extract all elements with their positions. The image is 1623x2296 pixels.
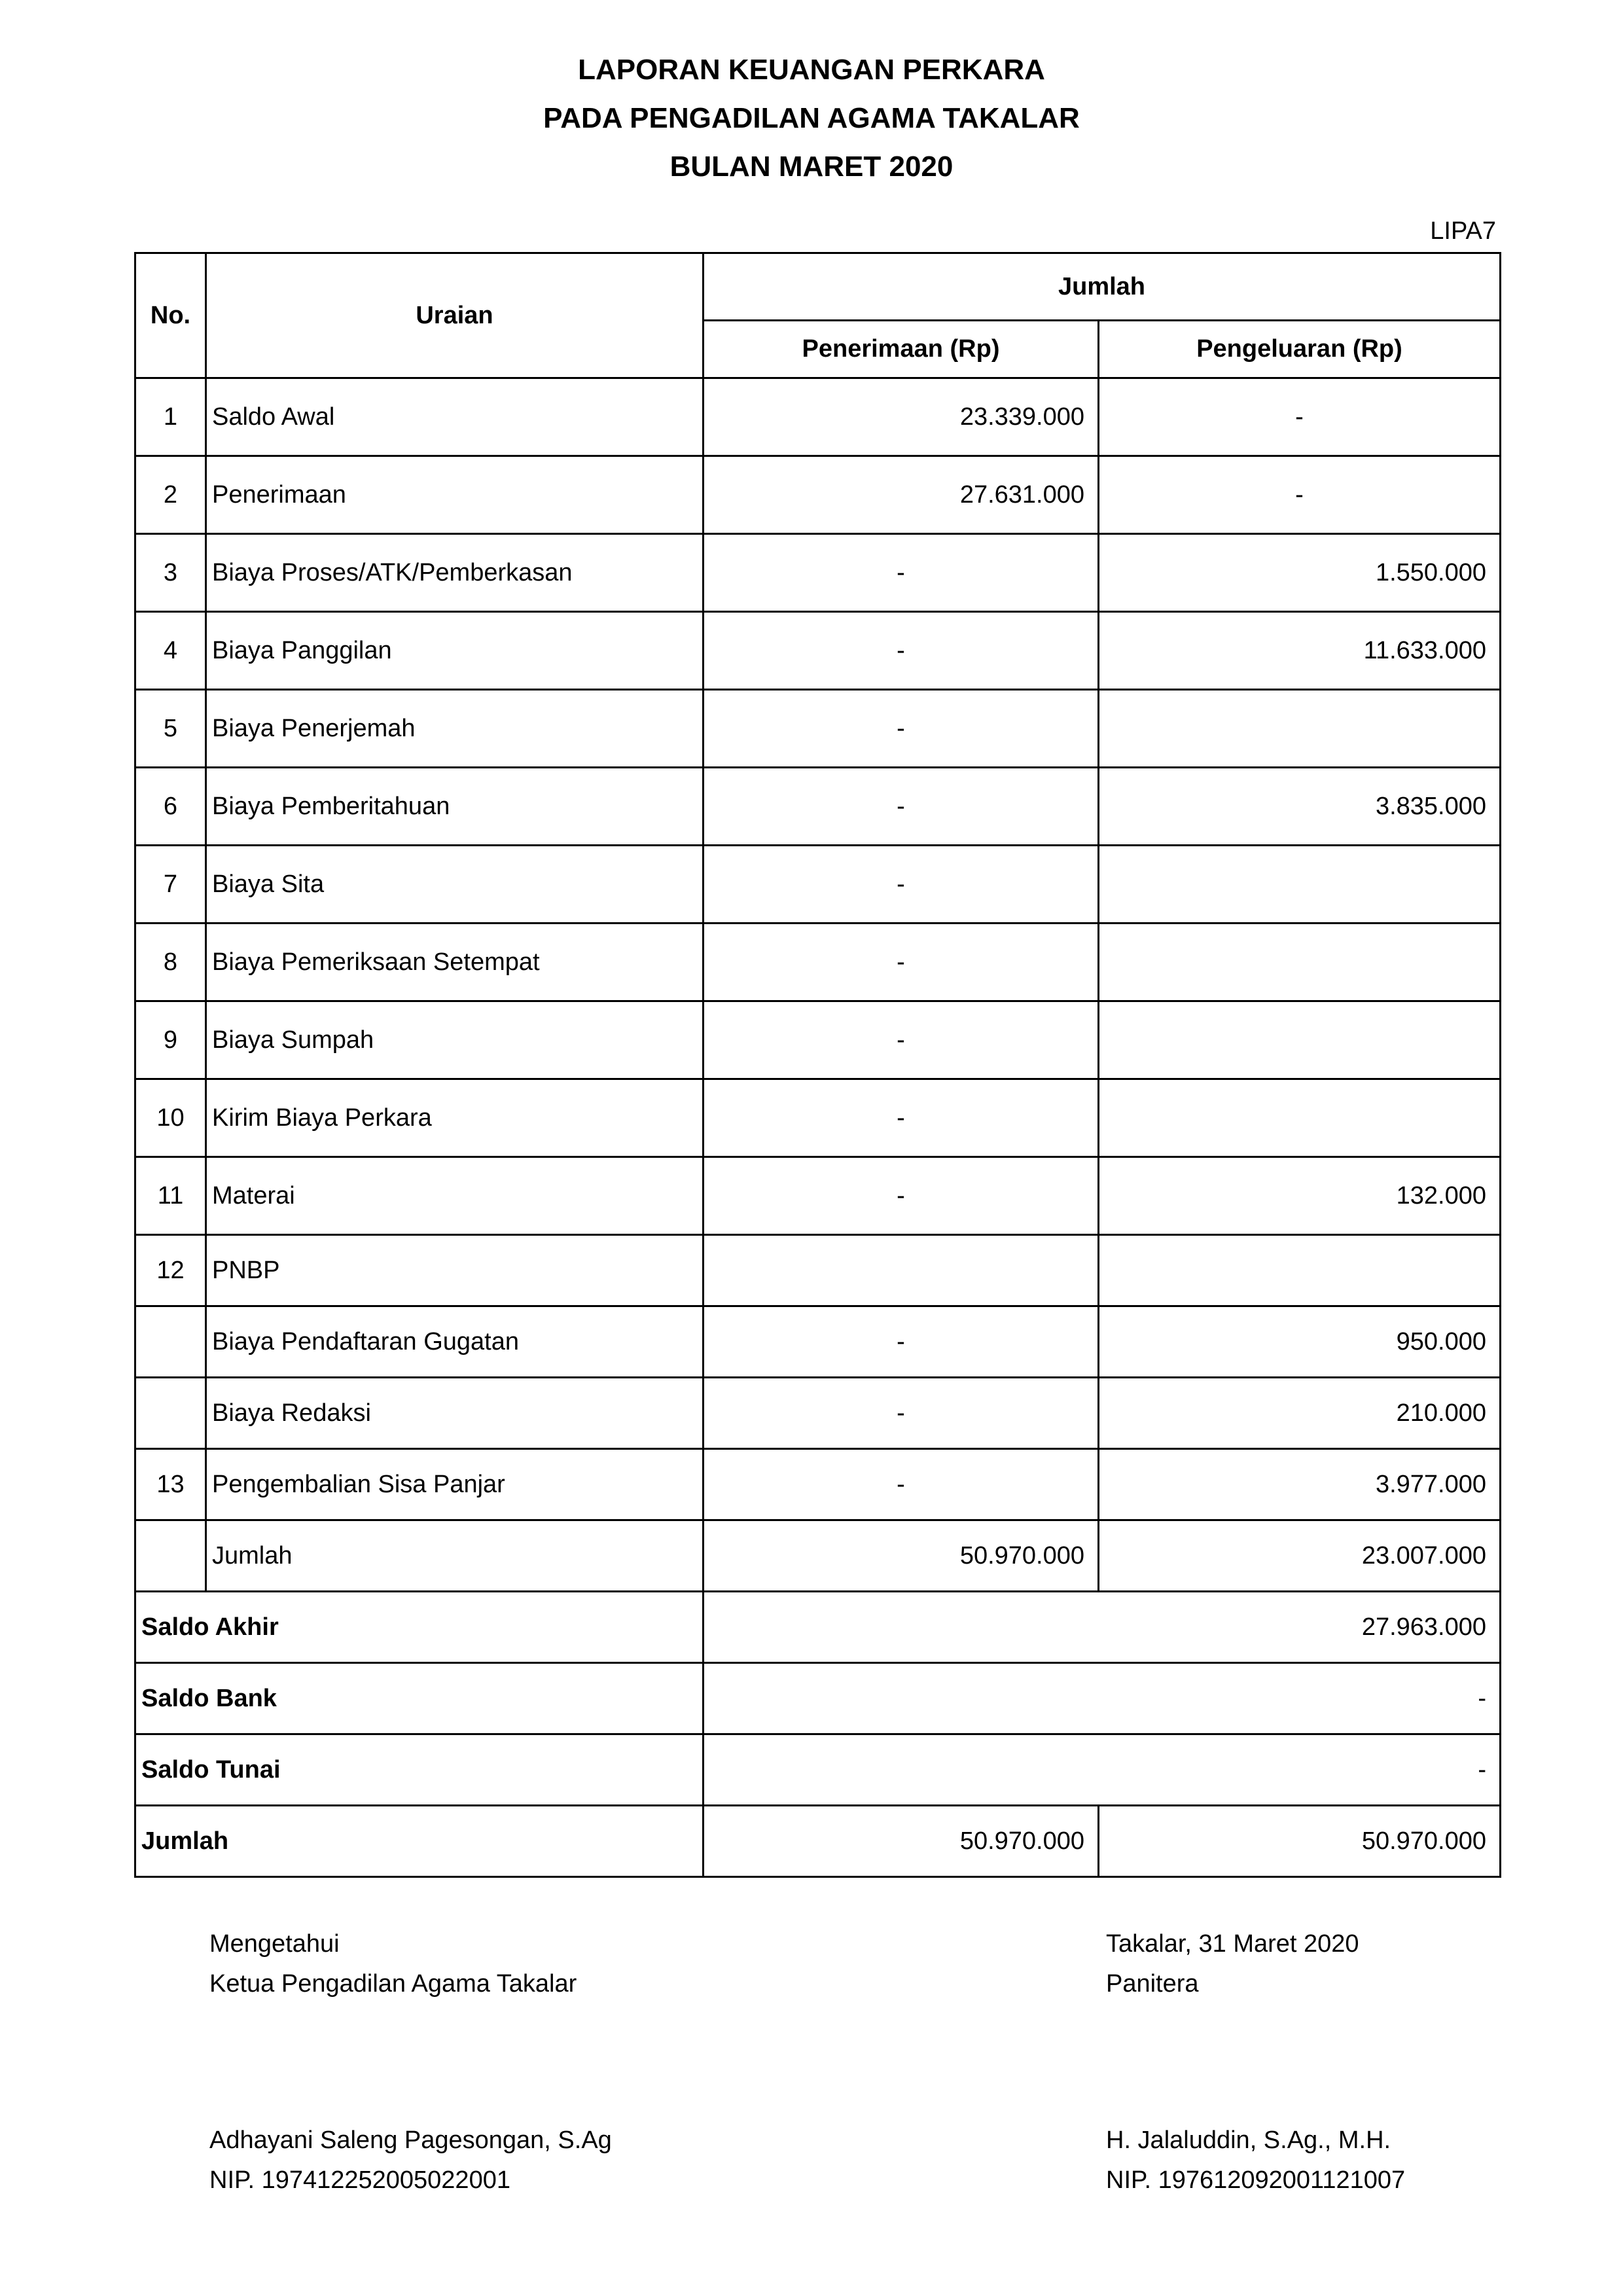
row-penerimaan: - xyxy=(704,1306,1099,1378)
signature-right-nip: NIP. 197612092001121007 xyxy=(1106,2166,1406,2194)
signature-right-line1: Takalar, 31 Maret 2020 xyxy=(1106,1930,1359,1958)
jumlah-pengeluaran: 50.970.000 xyxy=(1099,1806,1501,1877)
signature-right-name-block xyxy=(1106,2121,1405,2200)
header-jumlah: Jumlah xyxy=(704,253,1501,321)
summary-row-saldo-tunai xyxy=(135,1734,1501,1806)
header-penerimaan: Penerimaan (Rp) xyxy=(704,321,1099,378)
row-penerimaan: - xyxy=(704,612,1099,690)
row-no xyxy=(135,1306,206,1378)
row-pengeluaran: - xyxy=(1099,456,1501,534)
row-pengeluaran: - xyxy=(1099,378,1501,456)
row-uraian: Biaya Pemeriksaan Setempat xyxy=(206,924,704,1001)
table-row xyxy=(135,1378,1501,1449)
table-row xyxy=(135,1001,1501,1079)
row-pengeluaran xyxy=(1099,1079,1501,1157)
signature-left-name-block xyxy=(209,2121,612,2200)
row-pengeluaran xyxy=(1099,1001,1501,1079)
row-uraian: Biaya Sita xyxy=(206,846,704,924)
signature-right-name: H. Jalaluddin, S.Ag., M.H. xyxy=(1106,2126,1391,2154)
row-no: 13 xyxy=(135,1449,206,1520)
report-title xyxy=(0,46,1623,191)
row-penerimaan: - xyxy=(704,690,1099,768)
table-row xyxy=(135,1157,1501,1235)
row-uraian: Jumlah xyxy=(206,1520,704,1592)
table-row xyxy=(135,1520,1501,1592)
row-no: 8 xyxy=(135,924,206,1001)
table-row xyxy=(135,456,1501,534)
row-penerimaan: - xyxy=(704,534,1099,612)
table-row xyxy=(135,1449,1501,1520)
row-penerimaan: 23.339.000 xyxy=(704,378,1099,456)
row-uraian: Pengembalian Sisa Panjar xyxy=(206,1449,704,1520)
row-pengeluaran xyxy=(1099,924,1501,1001)
saldo-bank-label: Saldo Bank xyxy=(135,1663,704,1734)
table-row xyxy=(135,378,1501,456)
row-penerimaan: 27.631.000 xyxy=(704,456,1099,534)
row-no: 10 xyxy=(135,1079,206,1157)
title-line-1: LAPORAN KEUANGAN PERKARA xyxy=(578,54,1045,86)
row-penerimaan: 50.970.000 xyxy=(704,1520,1099,1592)
row-penerimaan: - xyxy=(704,1378,1099,1449)
row-uraian: Biaya Sumpah xyxy=(206,1001,704,1079)
signature-right-line2: Panitera xyxy=(1106,1970,1199,1998)
signature-right-header xyxy=(1106,1924,1359,2004)
row-no xyxy=(135,1520,206,1592)
summary-row-saldo-akhir xyxy=(135,1592,1501,1663)
row-pengeluaran: 11.633.000 xyxy=(1099,612,1501,690)
row-uraian: Saldo Awal xyxy=(206,378,704,456)
row-pengeluaran xyxy=(1099,1235,1501,1306)
table-row xyxy=(135,768,1501,846)
table-row xyxy=(135,612,1501,690)
row-no xyxy=(135,1378,206,1449)
financial-report-table xyxy=(134,252,1501,1878)
row-no: 4 xyxy=(135,612,206,690)
row-no: 11 xyxy=(135,1157,206,1235)
table-row xyxy=(135,1079,1501,1157)
table-row xyxy=(135,846,1501,924)
header-no: No. xyxy=(135,253,206,378)
row-pengeluaran: 1.550.000 xyxy=(1099,534,1501,612)
signature-left-name: Adhayani Saleng Pagesongan, S.Ag xyxy=(209,2126,612,2154)
title-line-2: PADA PENGADILAN AGAMA TAKALAR xyxy=(543,102,1080,134)
row-uraian: Penerimaan xyxy=(206,456,704,534)
signature-left-line2: Ketua Pengadilan Agama Takalar xyxy=(209,1970,577,1998)
signature-left-nip: NIP. 197412252005022001 xyxy=(209,2166,510,2194)
row-no: 3 xyxy=(135,534,206,612)
row-no: 5 xyxy=(135,690,206,768)
saldo-tunai-label: Saldo Tunai xyxy=(135,1734,704,1806)
table-row xyxy=(135,924,1501,1001)
row-pengeluaran: 950.000 xyxy=(1099,1306,1501,1378)
summary-row-jumlah xyxy=(135,1806,1501,1877)
saldo-akhir-value: 27.963.000 xyxy=(704,1592,1501,1663)
row-no: 1 xyxy=(135,378,206,456)
table-row xyxy=(135,1235,1501,1306)
row-uraian: Biaya Pemberitahuan xyxy=(206,768,704,846)
row-pengeluaran xyxy=(1099,846,1501,924)
saldo-akhir-label: Saldo Akhir xyxy=(135,1592,704,1663)
jumlah-penerimaan: 50.970.000 xyxy=(704,1806,1099,1877)
row-no: 12 xyxy=(135,1235,206,1306)
row-no: 7 xyxy=(135,846,206,924)
form-code: LIPA7 xyxy=(1430,217,1496,245)
row-no: 6 xyxy=(135,768,206,846)
row-penerimaan: - xyxy=(704,768,1099,846)
title-line-3: BULAN MARET 2020 xyxy=(669,151,954,183)
row-uraian: Materai xyxy=(206,1157,704,1235)
row-uraian: PNBP xyxy=(206,1235,704,1306)
row-penerimaan: - xyxy=(704,1449,1099,1520)
signature-left-line1: Mengetahui xyxy=(209,1930,340,1958)
row-uraian: Kirim Biaya Perkara xyxy=(206,1079,704,1157)
row-pengeluaran: 132.000 xyxy=(1099,1157,1501,1235)
row-penerimaan xyxy=(704,1235,1099,1306)
row-uraian: Biaya Pendaftaran Gugatan xyxy=(206,1306,704,1378)
saldo-tunai-value: - xyxy=(704,1734,1501,1806)
header-uraian: Uraian xyxy=(206,253,704,378)
row-penerimaan: - xyxy=(704,924,1099,1001)
row-uraian: Biaya Panggilan xyxy=(206,612,704,690)
header-pengeluaran: Pengeluaran (Rp) xyxy=(1099,321,1501,378)
saldo-bank-value: - xyxy=(704,1663,1501,1734)
row-uraian: Biaya Penerjemah xyxy=(206,690,704,768)
row-no: 2 xyxy=(135,456,206,534)
summary-row-saldo-bank xyxy=(135,1663,1501,1734)
row-pengeluaran: 3.977.000 xyxy=(1099,1449,1501,1520)
row-penerimaan: - xyxy=(704,846,1099,924)
row-penerimaan: - xyxy=(704,1079,1099,1157)
row-penerimaan: - xyxy=(704,1157,1099,1235)
signature-left-header xyxy=(209,1924,577,2004)
row-pengeluaran: 23.007.000 xyxy=(1099,1520,1501,1592)
row-uraian: Biaya Redaksi xyxy=(206,1378,704,1449)
jumlah-label: Jumlah xyxy=(135,1806,704,1877)
table-row xyxy=(135,534,1501,612)
row-uraian: Biaya Proses/ATK/Pemberkasan xyxy=(206,534,704,612)
table-row xyxy=(135,690,1501,768)
row-pengeluaran xyxy=(1099,690,1501,768)
table-row xyxy=(135,1306,1501,1378)
row-pengeluaran: 210.000 xyxy=(1099,1378,1501,1449)
row-pengeluaran: 3.835.000 xyxy=(1099,768,1501,846)
row-penerimaan: - xyxy=(704,1001,1099,1079)
row-no: 9 xyxy=(135,1001,206,1079)
